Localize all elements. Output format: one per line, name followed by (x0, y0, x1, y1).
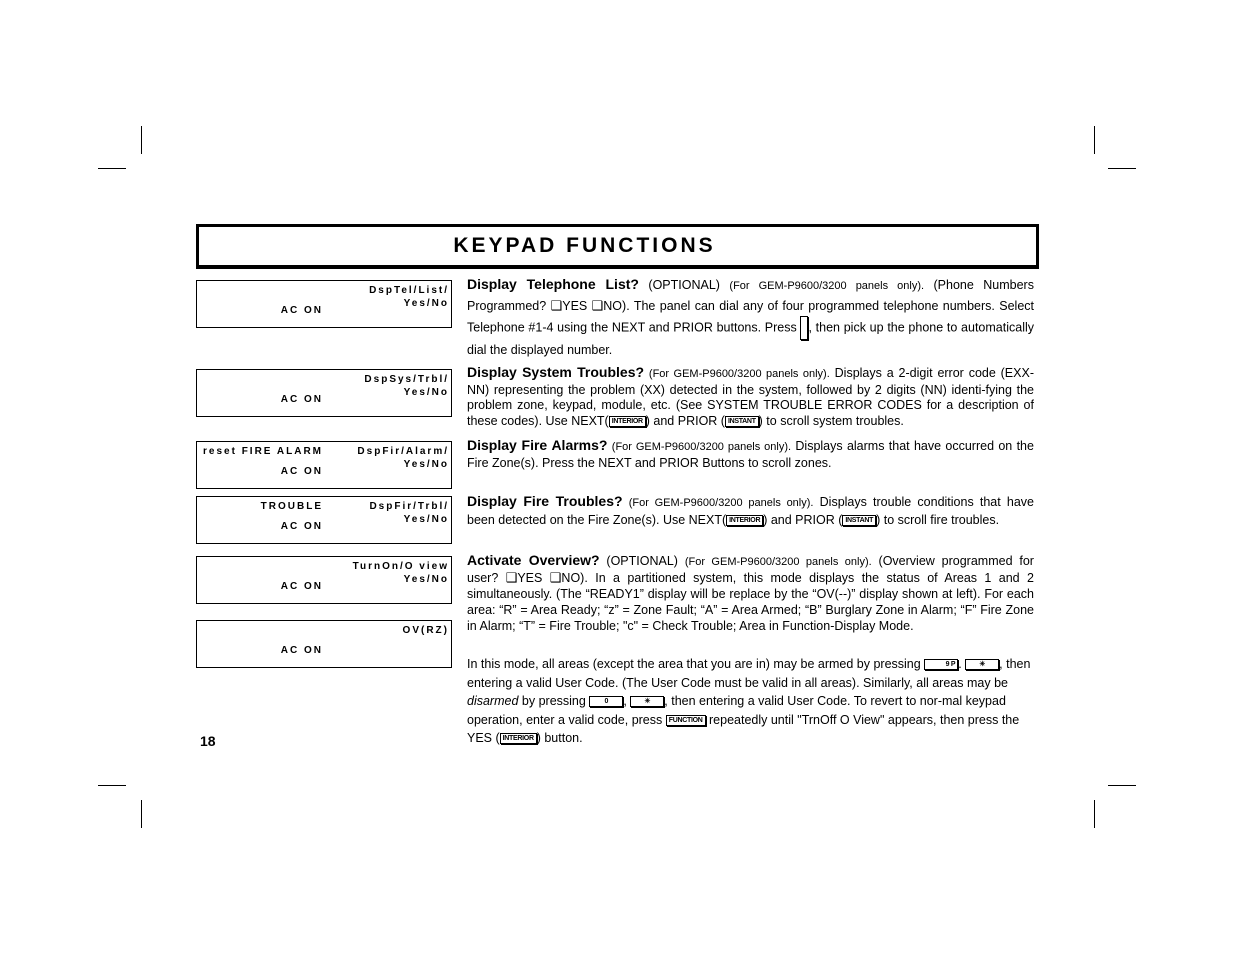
crop-mark (1094, 800, 1095, 828)
fire-alarms-section (467, 438, 1034, 471)
yes-option: YES (562, 299, 588, 313)
body-text: by pressing (521, 694, 586, 708)
body-text: ) to scroll fire troubles. (876, 513, 1000, 527)
page-number: 18 (200, 733, 216, 749)
lcd-top-right: DspTel/List/ (369, 285, 449, 296)
crop-mark (1094, 126, 1095, 154)
crop-mark (1108, 168, 1136, 169)
checkbox-icon: ❑ (550, 298, 563, 313)
body-text: , (623, 694, 627, 708)
body-text: , then entering a valid User Code. To revert to nor-mal keypad operation, enter a valid code, press (467, 694, 1006, 727)
lcd-top-right: TurnOn/O view (352, 561, 449, 572)
lcd-bottom-left: AC ON (280, 581, 323, 592)
panel-note: (For GEM-P9600/3200 panels only). (684, 556, 872, 568)
checkbox-icon: ❑ (591, 298, 604, 313)
body-text: The panel can dial any of four programmed telephone numbers. Select Telephone #1-4 using the NEXT and PRIOR buttons. Press (467, 299, 1034, 335)
section-header (196, 224, 1039, 269)
body-text: Displays trouble conditions that have been detected on the Fire Zone(s). Use NEXT( (467, 495, 1034, 527)
telephone-list-section (467, 274, 1034, 360)
zero-key-icon: 0 (589, 696, 623, 707)
crop-mark (141, 126, 142, 154)
fire-troubles-section (467, 493, 1034, 529)
lcd-top-right: DspSys/Trbl/ (364, 374, 449, 385)
body-text: Displays alarms that have occurred on the Fire Zone(s). Press the NEXT and PRIOR Buttons to scroll zones. (467, 439, 1034, 470)
overview-section (467, 552, 1034, 634)
body-text: ) button. (536, 731, 583, 745)
checkbox-icon: ❑ (549, 570, 562, 585)
emphasis-text: disarmed (467, 694, 519, 708)
lcd-bottom-left: AC ON (280, 466, 323, 477)
instant-key-icon: INSTANT (842, 515, 876, 526)
section-title: Display Fire Alarms? (467, 437, 608, 453)
section-title: Activate Overview? (467, 552, 600, 568)
lcd-top-right: DspFir/Alarm/ (357, 446, 449, 457)
interior-key-icon: INTERIOR (726, 515, 763, 526)
panel-note: (For GEM-P9600/3200 panels only). (729, 280, 925, 292)
crop-mark (141, 800, 142, 828)
body-text: ) and PRIOR ( (645, 413, 725, 428)
body-text: In a partitioned system, this mode displays the status of Areas 1 and 2 simultaneously. (The “READY1” display will be replace by the “OV(--)” display shown at left). For each area: “R” = Area Ready; “z” = Zone Fault; “A” = Area Armed; “B” Burglary Zone in Alarm; “F” Fire Zone in Alarm; “T” = Fire Trouble; "c" = Check Trouble; Area in Function-Display Mode. (467, 571, 1034, 633)
instant-key-icon: INSTANT (725, 416, 759, 427)
no-option: NO). (603, 299, 630, 313)
star-key-icon: ✳ (630, 696, 664, 707)
interior-key-icon: INTERIOR (609, 416, 646, 427)
lcd-bottom-right: Yes/No (403, 514, 449, 525)
lcd-bottom-left: AC ON (280, 394, 323, 405)
yes-option: YES (517, 571, 543, 585)
function-key-icon: FUNCTION (666, 715, 706, 726)
lcd-top-left: TROUBLE (260, 501, 323, 512)
section-title: Display Telephone List? (467, 276, 639, 292)
interior-key-icon: INTERIOR (500, 733, 537, 744)
body-text: In this mode, all areas (except the area that you are in) may be armed by pressing (467, 657, 921, 671)
lcd-bottom-left: AC ON (280, 521, 323, 532)
lcd-bottom-right: Yes/No (403, 298, 449, 309)
lcd-bottom-left: AC ON (280, 305, 323, 316)
body-text: ) and PRIOR ( (763, 513, 843, 527)
lcd-display (196, 280, 452, 328)
overview-instructions (467, 655, 1034, 748)
lcd-bottom-left: AC ON (280, 645, 323, 656)
optional-label: (OPTIONAL) (606, 554, 678, 568)
checkbox-icon: ❑ (505, 570, 518, 585)
lcd-top-right: DspFir/Trbl/ (369, 501, 449, 512)
lcd-bottom-right: Yes/No (403, 574, 449, 585)
body-text: , then entering a valid User Code. (The User Code must be valid in all areas). Similarly, all areas may be (467, 657, 1031, 690)
optional-label: (OPTIONAL) (648, 278, 720, 292)
lcd-top-right: OV(RZ) (402, 625, 449, 636)
lcd-display (196, 441, 452, 489)
body-text: ) to scroll system troubles. (758, 413, 904, 428)
panel-note: (For GEM-P9600/3200 panels only). (628, 497, 814, 509)
star-key-icon: ✳ (965, 659, 999, 670)
lcd-display (196, 496, 452, 544)
nine-p-key-icon: 9 P (924, 659, 958, 670)
lcd-bottom-right: Yes/No (403, 459, 449, 470)
crop-mark (98, 785, 126, 786)
panel-note: (For GEM-P9600/3200 panels only). (648, 368, 830, 380)
lcd-bottom-right: Yes/No (403, 387, 449, 398)
crop-mark (1108, 785, 1136, 786)
page-title: KEYPAD FUNCTIONS (453, 234, 716, 257)
section-title: Display Fire Troubles? (467, 493, 623, 509)
panel-note: (For GEM-P9600/3200 panels only). (611, 441, 792, 453)
body-text: (Phone Numbers Programmed? (467, 278, 1034, 313)
no-option: NO). (561, 571, 588, 585)
lcd-display (196, 556, 452, 604)
body-text: . (958, 657, 962, 671)
lcd-top-left: reset FIRE ALARM (203, 446, 323, 457)
system-troubles-section (467, 365, 1034, 429)
body-text: (Overview programmed for user? (467, 554, 1034, 585)
section-title: Display System Troubles? (467, 364, 645, 380)
body-text: repeatedly until "TrnOff O View" appears, then press the YES ( (467, 712, 1020, 745)
lcd-display (196, 620, 452, 668)
lcd-display (196, 369, 452, 417)
body-text: Displays a 2-digit error code (EXX-NN) representing the problem (XX) detected in the system, followed by 2 digits (NN) identi-fying the problem zone, keypad, module, etc. (See SYSTEM TROUBLE ERROR CODES for a description of these codes). Use NEXT( (467, 366, 1034, 428)
body-text: , then pick up the phone to automatically dial the displayed number. (467, 320, 1034, 357)
crop-mark (98, 168, 126, 169)
